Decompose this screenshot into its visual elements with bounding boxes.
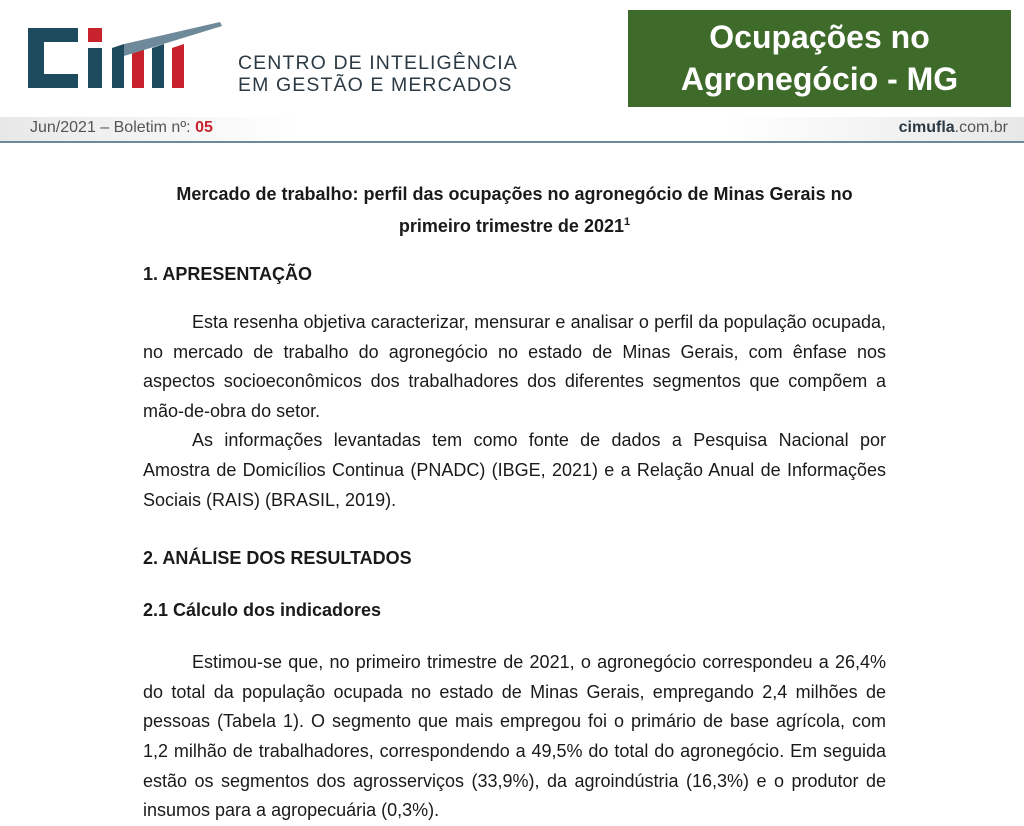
title-footnote[interactable]: 1 — [623, 216, 631, 228]
document-title — [143, 180, 886, 240]
bulletin-title — [628, 10, 1011, 107]
site-domain: .com.br — [954, 119, 1008, 136]
org-name-line2: EM GESTÃO E MERCADOS — [238, 74, 513, 96]
document-title-text: Mercado de trabalho: perfil das ocupações no agronegócio de Minas Gerais no primeiro trimestre de 2021 — [176, 184, 853, 236]
section1-heading: 1. APRESENTAÇÃO — [143, 264, 313, 284]
cim-logo — [28, 22, 223, 94]
org-name-line1: CENTRO DE INTELIGÊNCIA — [238, 52, 518, 74]
header-divider — [0, 141, 1024, 143]
section21-heading: 2.1 Cálculo dos indicadores — [143, 600, 382, 621]
site-name: cimufla — [898, 119, 955, 136]
bulletin-prefix: Jun/2021 – Boletim nº: — [30, 119, 196, 136]
bulletin-number: 05 — [195, 119, 213, 136]
info-bar — [0, 117, 1024, 141]
bulletin-date — [0, 117, 300, 141]
section21-paragraph1: Estimou-se que, no primeiro trimestre de 2021, o agronegócio correspondeu a 26,4% do total da população ocupada no estado de Minas Gerais, empregando 2,4 milhões de pessoas (Tabela 1). O segmento que mais empregou foi o primário de base agrícola, com 1,2 milhão de trabalhadores, correspondendo a 49,5% do total do agronegócio. Em seguida estão os segmentos dos agrosserviços (33,9%), da agroindústria (16,3%) e o produtor de insumos para a agropecuária (0,3%). — [143, 652, 886, 821]
bulletin-title-line1: Ocupações no — [709, 19, 930, 55]
document-body — [143, 180, 886, 826]
section1-paragraph2: As informações levantadas tem como fonte de dados a Pesquisa Nacional por Amostra de Domicílios Continua (PNADC) (IBGE, 2021) e a Relação Anual de Informações Sociais (RAIS) (BRASIL, 2019). — [143, 430, 886, 510]
page-header — [0, 0, 1024, 145]
bulletin-title-line2: Agronegócio - MG — [680, 61, 959, 97]
section1-paragraph1: Esta resenha objetiva caracterizar, mensurar e analisar o perfil da população ocupada, no mercado de trabalho do agronegócio no estado de Minas Gerais, com ênfase nos aspectos socioeconômicos dos trabalhadores dos diferentes segmentos que compõem a mão-de-obra do setor. — [143, 312, 886, 421]
organization-name — [238, 52, 518, 96]
section2-heading: 2. ANÁLISE DOS RESULTADOS — [143, 548, 412, 569]
site-link[interactable] — [724, 117, 1024, 141]
